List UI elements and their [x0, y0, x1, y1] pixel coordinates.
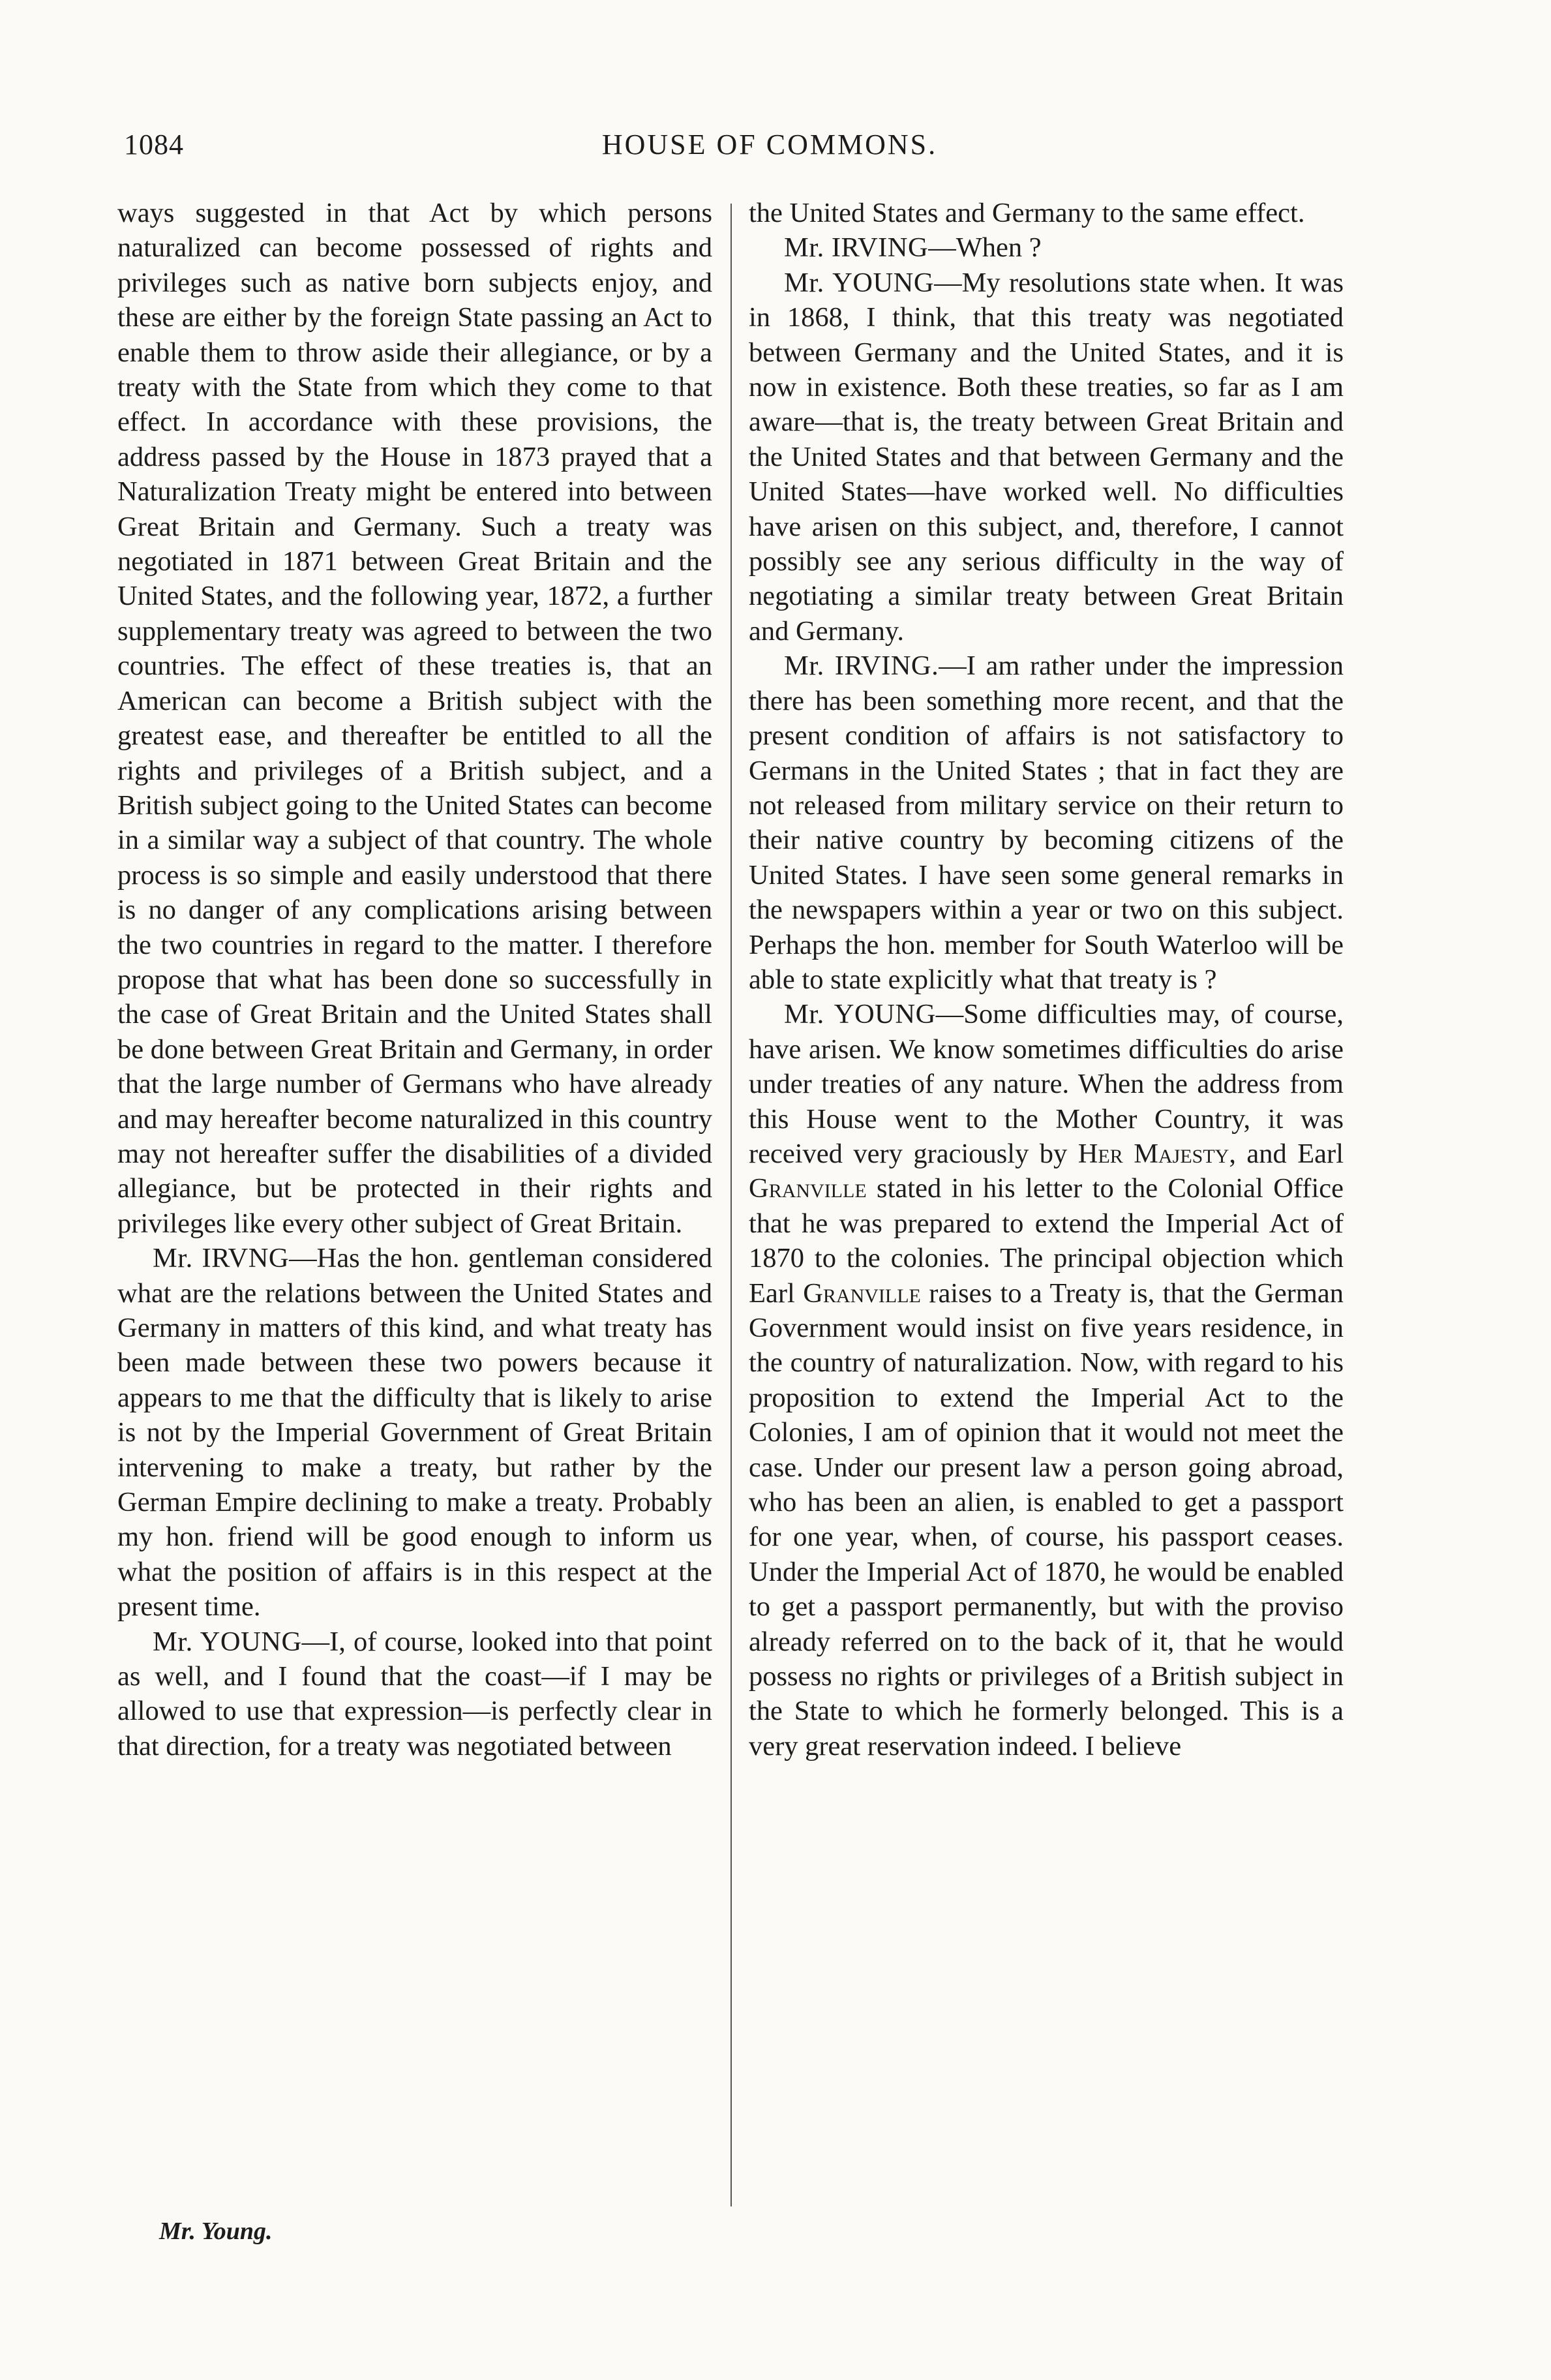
speaker-name: Mr. IRVING [784, 232, 929, 264]
paragraph-text: stated in his letter to the Colonial Office that he was prepared to extend the Imperial Act of 1870 to the colonies. The principal objection which Earl [749, 1173, 1344, 1309]
small-caps-name: Granville [749, 1173, 867, 1204]
catchword: Mr. Young. [159, 2218, 273, 2245]
paragraph-text: —I, of course, looked into that point as well, and I found that the coast—if I may be allowed to use that expression—is perfectly clear in that direction, for a treaty was negotiated between [117, 1626, 713, 1762]
paragraph [749, 196, 1344, 230]
paragraph-text: —Some difficulties may, of course, have arisen. We know sometimes difficulties do arise under treaties of any nature. When the address from this House went to the Mother Country, it was received very graciously by [749, 999, 1344, 1169]
speaker-name: Mr. YOUNG [153, 1626, 302, 1657]
speaker-name: Mr. IRVNG [153, 1243, 290, 1274]
paragraph [117, 196, 712, 1241]
page-header [124, 128, 1415, 174]
paragraph-text: —Has the hon. gentleman considered what are the relations between the United States and Germany in matters of this kind, and what treaty has been made between these two powers because it appears to me that the difficulty that is likely to arise is not by the Imperial Government of Great Britain intervening to make a treaty, but rather by the German Empire declining to make a treaty. Probably my hon. friend will be good enough to inform us what the position of affairs is in this respect at the present time. [117, 1243, 712, 1623]
right-column [749, 196, 1344, 1763]
small-caps-name: Granville [803, 1277, 921, 1309]
paragraph-text: ways suggested in that Act by which persons naturalized can become possessed of rights and privileges such as native born subjects enjoy, and these are either by the foreign State passing an Act to enable them to throw aside their allegiance, or by a treaty with the State from which they come to that effect. In accordance with these provisions, the address passed by the House in 1873 prayed that a Naturalization Treaty might be entered into between Great Britain and Germany. Such a treaty was negotiated in 1871 between Great Britain and the United States, and the following year, 1872, a further supplementary treaty was agreed to between the two countries. The effect of these treaties is, that an American can become a British subject with the greatest ease, and thereafter be entitled to all the rights and privileges of a British subject, and a British subject going to the United States can become in a similar way a subject of that country. The whole process is so simple and easily understood that there is no danger of any complications arising between the two countries in regard to the matter. I therefore propose that what has been done so successfully in the case of Great Britain and the United States shall be done between Great Britain and Germany, in order that the large number of Germans who have already and may hereafter become naturalized in this country may not hereafter suffer the disabilities of a divided allegiance, but be protected in their rights and privileges like every other subject of Great Britain. [117, 198, 712, 1239]
paragraph [749, 230, 1344, 265]
running-title: HOUSE OF COMMONS. [601, 129, 938, 160]
paragraph-text: —When ? [928, 232, 1042, 264]
paragraph-text: —I am rather under the impression there has been something more recent, and that the present condition of affairs is not satisfactory to Germans in the United States ; that in fact they are not released from military service on their return to their native country by becoming citizens of the United States. I have seen some general remarks in the newspapers within a year or two on this subject. Perhaps the hon. member for South Waterloo will be able to state explicitly what that treaty is ? [749, 650, 1344, 995]
paragraph [117, 1625, 712, 1764]
paragraph-text: —My resolutions state when. It was in 1868, I think, that this treaty was negotiated between Germany and the United States, and it is now in existence. Both these treaties, so far as I am aware—that is, the treaty between Great Britain and the United States and that between Germany and the United States—have worked well. No difficulties have arisen on this subject, and, therefore, I cannot possibly see any serious difficulty in the way of negotiating a similar treaty between Great Britain and Germany. [749, 267, 1344, 647]
speaker-name: Mr. YOUNG [784, 267, 935, 298]
paragraph [749, 266, 1344, 648]
paragraph-text: raises to a Treaty is, that the German Government would insist on five years residence, in the country of naturalization. Now, with regard to his proposition to extend the Imperial Act to the Colonies, I am of opinion that it would not meet the case. Under our present law a person going abroad, who has been an alien, is enabled to get a passport for one year, when, of course, his passport ceases. Under the Imperial Act of 1870, he would be enabled to get a passport permanently, but with the proviso already referred on to the back of it, that he would possess no rights or privileges of a British subject in the State to which he formerly belonged. This is a very great reservation indeed. I believe [749, 1277, 1344, 1762]
paragraph-text: the United States and Germany to the same effect. [749, 198, 1305, 228]
small-caps-name: Her Majesty [1077, 1138, 1229, 1169]
paragraph [749, 648, 1344, 997]
paragraph-text: , and Earl [1229, 1138, 1344, 1169]
column-divider [730, 204, 732, 2206]
paragraph [117, 1241, 712, 1624]
left-column [117, 196, 712, 1763]
paragraph [749, 997, 1344, 1763]
page-number: 1084 [124, 129, 184, 160]
speaker-name: Mr. IRVING. [784, 650, 939, 682]
speaker-name: Mr. YOUNG [784, 999, 936, 1030]
